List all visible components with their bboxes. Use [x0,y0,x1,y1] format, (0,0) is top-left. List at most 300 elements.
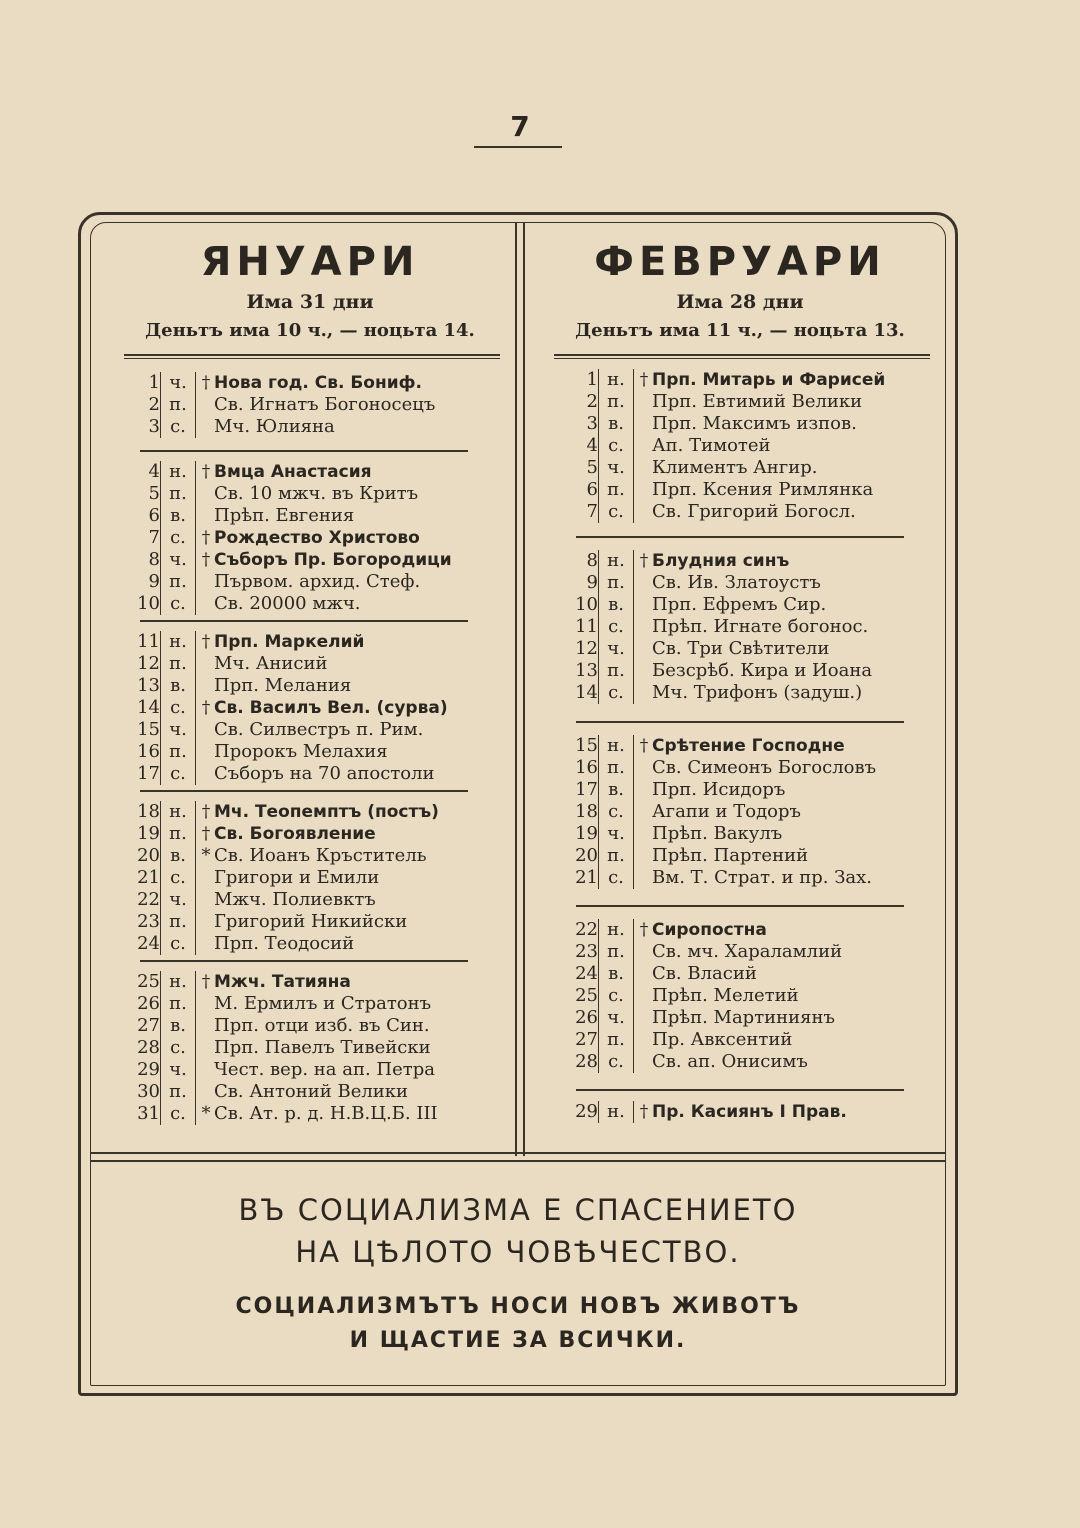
feast-text: Прѣп. Партений [652,845,809,866]
weekday: в. [598,413,634,435]
day-row [136,845,466,867]
slogan-line-2: НА ЦѢЛОТО ЧОВѢЧЕСТВО. [295,1235,741,1269]
week-separator [140,620,468,622]
day-number: 5 [148,483,160,504]
feast-text: Агапи и Тодоръ [652,801,801,822]
day-row [574,369,904,391]
weekday: в. [160,505,196,527]
feast-text: Мжч. Полиевктъ [214,889,376,910]
day-row [574,779,904,801]
week-separator [140,790,468,792]
week-block [574,735,904,889]
day-number: 31 [137,1103,160,1124]
day-row [574,845,904,867]
day-number: 19 [575,823,598,844]
day-row [574,435,904,457]
weekday: с. [160,867,196,889]
day-row [574,457,904,479]
weekday: с. [160,593,196,615]
day-number: 15 [137,719,160,740]
feast-text: Григори и Емили [214,867,380,888]
weekday: с. [598,1051,634,1073]
feast-text: Св. Игнатъ Богоносецъ [214,394,436,415]
feast-name [196,1103,438,1125]
day-number: 22 [575,919,598,940]
feast-name [634,1101,847,1123]
day-row [136,1015,466,1037]
asterisk-mark: * [201,1103,211,1124]
feast-text: Св. ап. Онисимъ [652,1051,808,1072]
day-row [136,741,466,763]
feast-name [196,1059,435,1081]
feast-name [634,1007,835,1029]
cross-mark: † [639,736,649,756]
weekday: н. [160,461,196,483]
feast-name [196,993,431,1015]
weekday: в. [598,594,634,616]
weekday: н. [598,919,634,941]
week-block [574,1101,904,1123]
cross-mark: † [639,551,649,571]
feast-text: Св. Три Свѣтители [652,638,830,659]
feast-text: Чест. вер. на ап. Петра [214,1059,435,1080]
feast-name [196,593,361,615]
day-number: 3 [586,413,598,434]
day-row [136,1059,466,1081]
feast-text: Св. Ив. Златоустъ [652,572,821,593]
weekday: п. [598,479,634,501]
weekday: п. [160,394,196,416]
day-row [574,757,904,779]
day-number: 27 [137,1015,160,1036]
day-number: 4 [586,435,598,456]
feast-text: Св. мч. Хараламлий [652,941,843,962]
feast-text: Св. Григорий Богосл. [652,501,856,522]
month-title: ФЕВРУАРИ [594,239,886,285]
day-row [574,682,904,704]
weekday: ч. [598,638,634,660]
day-row [136,416,466,438]
weekday: ч. [598,823,634,845]
day-number: 6 [148,505,160,526]
feast-name [634,867,872,889]
week-block [136,971,466,1125]
weekday: н. [160,631,196,653]
feast-name [196,571,420,593]
weekday: н. [160,801,196,823]
day-number: 1 [586,369,598,390]
column-divider [515,222,525,1156]
feast-name [196,549,452,571]
feast-name [196,483,418,505]
cross-mark: † [201,462,211,482]
week-block [136,372,466,438]
feast-text: Блудния синъ [652,551,790,571]
feast-name [634,638,829,660]
weekday: п. [160,741,196,763]
cross-mark: † [201,698,211,718]
day-number: 18 [575,801,598,822]
feast-name [634,919,767,941]
day-number: 21 [575,867,598,888]
day-row [136,993,466,1015]
week-block [574,550,904,704]
weekday: п. [598,1029,634,1051]
day-number: 24 [575,963,598,984]
day-number: 25 [575,985,598,1006]
feast-name [634,963,757,985]
day-number: 3 [148,416,160,437]
slogan-line-3: СОЦИАЛИЗМЪТЪ НОСИ НОВЪ ЖИВОТЪ [235,1294,801,1319]
feast-name [634,391,862,413]
feast-name [634,457,817,479]
day-row [574,985,904,1007]
feast-name [634,823,782,845]
feast-name [634,735,845,757]
day-row [136,571,466,593]
cross-mark: † [201,802,211,822]
month-days-count: Има 31 дни [246,291,374,313]
day-number: 29 [575,1101,598,1122]
day-row [136,719,466,741]
feast-name [196,631,364,653]
day-number: 11 [137,631,160,652]
day-row [136,631,466,653]
feast-text: Св. Антоний Велики [214,1081,409,1102]
day-row [574,616,904,638]
feast-text: Прѣп. Мартиниянъ [652,1007,835,1028]
day-number: 20 [137,845,160,866]
slogan-divider [90,1152,946,1162]
page-number: 7 [510,110,530,143]
feast-text: Климентъ Ангир. [652,457,818,478]
slogan-line-1: ВЪ СОЦИАЛИЗМА Е СПАСЕНИЕТО [238,1193,798,1227]
feast-name [634,572,821,594]
day-number: 14 [137,697,160,718]
feast-name [634,369,885,391]
day-number: 13 [137,675,160,696]
day-number: 23 [137,911,160,932]
day-row [574,919,904,941]
feast-name [196,911,407,933]
weekday: ч. [160,889,196,911]
day-number: 16 [137,741,160,762]
week-block [574,919,904,1073]
month-days-count: Има 28 дни [676,291,804,313]
day-row [136,889,466,911]
day-number: 12 [575,638,598,659]
day-row [136,593,466,615]
feast-text: Прѣп. Игнате богонос. [652,616,869,637]
feast-text: Вм. Т. Страт. и пр. Зах. [652,867,873,888]
feast-name [634,757,876,779]
feast-name [196,461,372,483]
day-row [136,697,466,719]
feast-text: Първом. архид. Стеф. [214,571,421,592]
day-number: 1 [148,372,160,393]
day-number: 7 [586,501,598,522]
month-title: ЯНУАРИ [200,239,420,285]
weekday: ч. [160,549,196,571]
weekday: с. [598,435,634,457]
day-row [136,372,466,394]
feast-text: Пророкъ Мелахия [214,741,388,762]
day-number: 9 [586,572,598,593]
feast-name [196,823,376,845]
week-block [136,801,466,955]
day-row [136,823,466,845]
feast-name [634,501,856,523]
week-block [574,369,904,523]
weekday: п. [160,653,196,675]
day-row [574,801,904,823]
feast-text: Св. Власий [652,963,757,984]
feast-text: Съборъ Пр. Богородици [214,550,452,570]
weekday: с. [160,763,196,785]
feast-text: Прп. Павелъ Тивейски [214,1037,431,1058]
day-row [574,391,904,413]
day-number: 17 [575,779,598,800]
weekday: в. [160,675,196,697]
day-number: 22 [137,889,160,910]
weekday: п. [160,483,196,505]
feast-name [634,801,801,823]
day-number: 25 [137,971,160,992]
feast-name [196,1037,431,1059]
day-row [136,801,466,823]
day-row [574,660,904,682]
feast-text: Мч. Теопемптъ (постъ) [214,802,439,822]
feast-text: Рождество Христово [214,528,420,548]
month-day-length: Деньтъ има 10 ч., — ноцьта 14. [145,320,475,341]
day-row [136,394,466,416]
feast-text: Прѣп. Вакулъ [652,823,783,844]
feast-text: Прп. Ксения Римлянка [652,479,874,500]
week-separator [576,905,904,907]
feast-name [634,682,862,704]
day-number: 7 [148,527,160,548]
feast-name [196,505,354,527]
feast-name [196,845,427,867]
feast-text: Св. 10 мжч. въ Критъ [214,483,419,504]
day-number: 23 [575,941,598,962]
feast-text: Прп. Маркелий [214,632,365,652]
cross-mark: † [639,920,649,940]
feast-name [196,372,422,394]
weekday: п. [160,571,196,593]
feast-name [196,741,388,763]
day-number: 20 [575,845,598,866]
feast-name [634,845,808,867]
week-separator [576,536,904,538]
week-separator [140,960,468,962]
feast-text: Прп. Митарь и Фарисей [652,370,886,390]
day-number: 10 [575,594,598,615]
day-row [574,572,904,594]
feast-name [196,867,379,889]
day-row [136,763,466,785]
weekday: н. [598,735,634,757]
day-row [136,1037,466,1059]
day-row [574,479,904,501]
feast-name [196,1015,430,1037]
day-number: 28 [575,1051,598,1072]
weekday: п. [598,845,634,867]
cross-mark: † [639,1102,649,1122]
feast-name [634,550,789,572]
feast-text: Мжч. Татияна [214,972,351,992]
weekday: п. [160,823,196,845]
feast-name [196,763,435,785]
slogan-line-4: И ЩАСТИЕ ЗА ВСИЧКИ. [349,1328,687,1353]
february-header [540,236,940,359]
feast-text: М. Ермилъ и Стратонъ [214,993,432,1014]
feast-text: Григорий Никийски [214,911,408,932]
day-number: 30 [137,1081,160,1102]
day-number: 26 [575,1007,598,1028]
feast-text: Съборъ на 70 апостоли [214,763,435,784]
weekday: п. [598,757,634,779]
weekday: н. [160,971,196,993]
day-row [136,483,466,505]
feast-text: Ап. Тимотей [652,435,771,456]
weekday: п. [598,572,634,594]
weekday: с. [598,985,634,1007]
day-row [574,963,904,985]
weekday: в. [160,845,196,867]
weekday: п. [160,911,196,933]
day-number: 19 [137,823,160,844]
week-block [136,631,466,785]
feast-text: Прп. Максимъ изпов. [652,413,857,434]
weekday: ч. [598,1007,634,1029]
feast-text: Прп. Евтимий Велики [652,391,863,412]
january-header [110,236,510,359]
day-number: 21 [137,867,160,888]
feast-text: Св. Василъ Вел. (сурва) [214,698,448,718]
day-number: 4 [148,461,160,482]
day-number: 14 [575,682,598,703]
page-number-rule [474,146,562,148]
weekday: в. [598,963,634,985]
day-number: 2 [586,391,598,412]
day-number: 16 [575,757,598,778]
feast-name [196,971,351,993]
day-number: 8 [148,549,160,570]
feast-text: Пр. Касиянъ I Прав. [652,1102,847,1122]
feast-name [634,594,826,616]
cross-mark: † [201,373,211,393]
day-row [574,1101,904,1123]
feast-text: Св. 20000 мжч. [214,593,361,614]
feast-text: Прп. Исидоръ [652,779,786,800]
feast-name [634,779,785,801]
feast-name [196,394,435,416]
day-number: 13 [575,660,598,681]
feast-name [196,675,351,697]
day-row [136,675,466,697]
feast-text: Прѣп. Евгения [214,505,355,526]
feast-name [196,933,354,955]
feast-text: Мч. Трифонъ (задуш.) [652,682,863,703]
weekday: п. [160,993,196,1015]
feast-text: Срѣтение Господне [652,736,845,756]
feast-text: Вмца Анастасия [214,462,372,482]
day-number: 17 [137,763,160,784]
day-row [574,638,904,660]
day-number: 12 [137,653,160,674]
feast-name [634,435,771,457]
feast-text: Сиропостна [652,920,767,940]
day-row [136,461,466,483]
feast-name [634,1029,792,1051]
day-row [136,527,466,549]
feast-name [196,527,420,549]
feast-name [634,616,868,638]
day-number: 18 [137,801,160,822]
feast-text: Св. Силвестръ п. Рим. [214,719,424,740]
feast-name [196,719,423,741]
feast-text: Прп. Мелания [214,675,352,696]
weekday: с. [160,1037,196,1059]
day-number: 6 [586,479,598,500]
weekday: с. [160,933,196,955]
feast-name [634,1051,808,1073]
weekday: с. [160,527,196,549]
feast-name [634,985,799,1007]
weekday: с. [598,801,634,823]
weekday: с. [160,697,196,719]
cross-mark: † [201,632,211,652]
feast-text: Св. Ат. р. д. Н.В.Ц.Б. III [214,1103,438,1124]
day-row [574,867,904,889]
day-row [136,933,466,955]
day-row [136,549,466,571]
feast-name [634,479,873,501]
weekday: с. [160,416,196,438]
cross-mark: † [201,972,211,992]
weekday: н. [598,369,634,391]
day-number: 26 [137,993,160,1014]
weekday: п. [160,1081,196,1103]
weekday: ч. [598,457,634,479]
week-separator [576,721,904,723]
day-row [136,867,466,889]
feast-name [196,801,439,823]
week-separator [576,1089,904,1091]
day-row [574,550,904,572]
day-number: 24 [137,933,160,954]
day-row [136,505,466,527]
day-row [574,501,904,523]
weekday: с. [598,616,634,638]
day-number: 29 [137,1059,160,1080]
weekday: ч. [160,372,196,394]
cross-mark: † [639,370,649,390]
feast-text: Прп. Ефремъ Сир. [652,594,827,615]
feast-name [196,697,448,719]
day-row [574,823,904,845]
weekday: п. [598,391,634,413]
day-row [574,594,904,616]
feast-text: Прп. отци изб. въ Син. [214,1015,430,1036]
feast-text: Нова год. Св. Бониф. [214,373,422,393]
month-rule [554,354,930,359]
week-block [136,461,466,615]
feast-name [196,889,376,911]
feast-name [196,653,327,675]
day-number: 15 [575,735,598,756]
